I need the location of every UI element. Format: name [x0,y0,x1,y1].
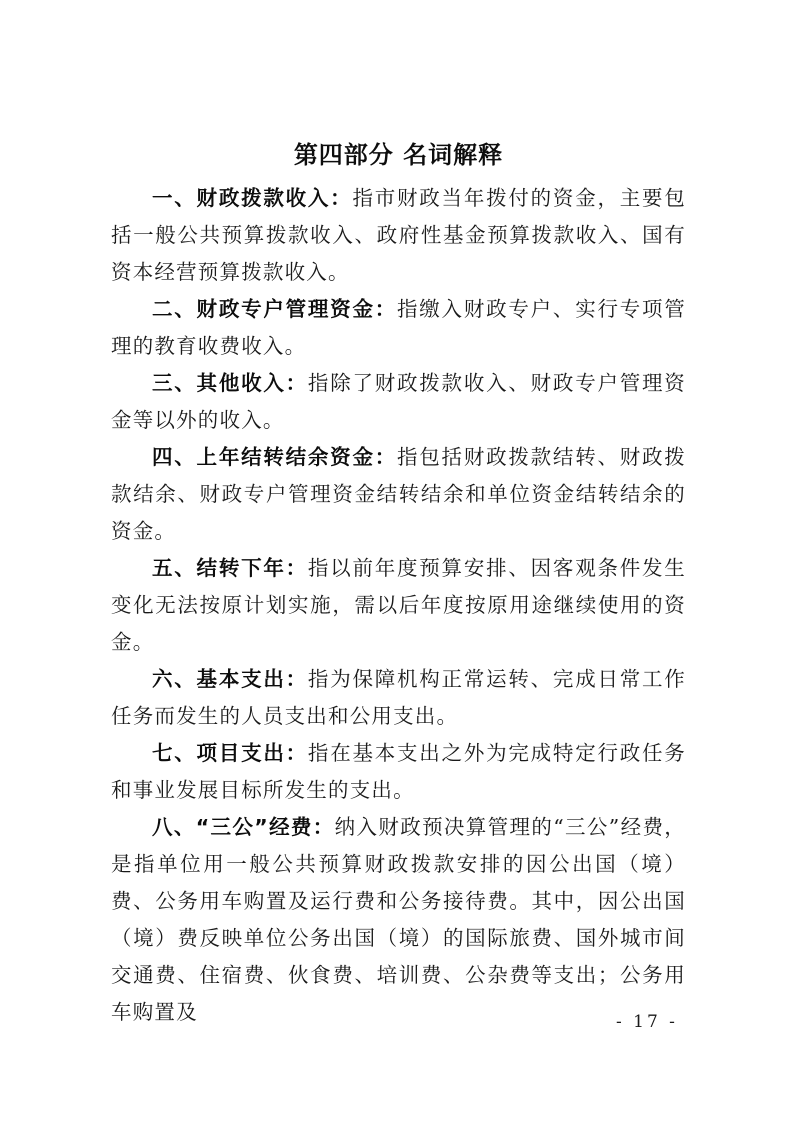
definition-term: 三、其他收入： [152,371,308,395]
definition-paragraph [111,180,686,291]
definition-paragraph [111,291,686,365]
definition-text: 指为保障机构正常运转、完成日常工作任务而发生的人员支出和公用支出。 [111,667,686,728]
definition-paragraph [111,735,686,809]
definition-term: 七、项目支出： [152,741,308,765]
definition-text: 指缴入财政专户、实行专项管理的教育收费收入。 [111,297,686,358]
definition-paragraph [111,550,686,661]
definition-term: 八、“三公”经费： [152,815,335,839]
definition-term: 六、基本支出： [152,667,308,691]
definition-text: 指以前年度预算安排、因客观条件发生变化无法按原计划实施，需以后年度按原用途继续使用的资金。 [111,556,686,654]
definition-text: 指在基本支出之外为完成特定行政任务和事业发展目标所发生的支出。 [111,741,686,802]
definition-term: 一、财政拨款收入： [152,186,353,210]
definition-text: 纳入财政预决算管理的“三公”经费，是指单位用一般公共预算财政拨款安排的因公出国（境）费、公务用车购置及运行费和公务接待费。其中，因公出国（境）费反映单位公务出国（境）的国际旅费、国外城市间交通费、住宿费、伙食费、培训费、公杂费等支出；公务用车购置及 [111,815,686,1024]
definition-term: 四、上年结转结余资金： [152,445,398,469]
definition-paragraph [111,365,686,439]
document-body [111,138,686,1031]
definition-term: 二、财政专户管理资金： [152,297,398,321]
definition-paragraph [111,809,686,1031]
definition-text: 指市财政当年拨付的资金，主要包括一般公共预算拨款收入、政府性基金预算拨款收入、国有资本经营预算拨款收入。 [111,186,686,284]
definition-text: 指除了财政拨款收入、财政专户管理资金等以外的收入。 [111,371,686,432]
page-title: 第四部分 名词解释 [293,141,504,169]
definition-paragraph [111,439,686,550]
page-number: - 17 - [616,1012,678,1032]
definition-term: 五、结转下年： [152,556,308,580]
definition-text: 指包括财政拨款结转、财政拨款结余、财政专户管理资金结转结余和单位资金结转结余的资金。 [111,445,686,543]
definition-paragraph [111,661,686,735]
